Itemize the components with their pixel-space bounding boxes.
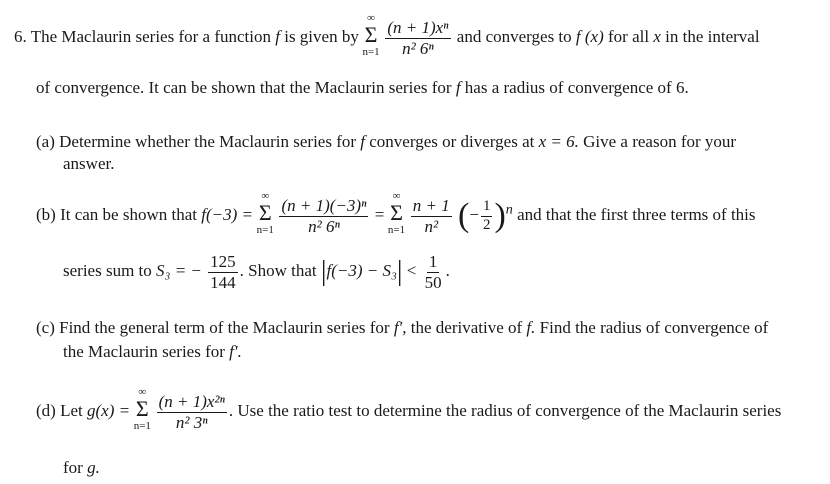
sum1-fraction: $\frac{\text{(n + 1)(−3)ⁿ}}{\text{n² 6ⁿ}}$ — [281, 196, 367, 236]
series-fraction: $\frac{\text{(n + 1)xⁿ}}{\text{n² 6ⁿ}}$ — [387, 18, 449, 58]
summation-symbol: ∞ Σ n=1 — [362, 11, 380, 58]
part-d-line-1: (d) Let g(x) = ∞ Σ n=1 $\frac{\text{(n + 1)x²ⁿ}}{\text{n² 3ⁿ}}$ . Use the ratio test to determine the radius of convergence of the Maclaurin series — [36, 385, 782, 432]
part-d-label: (d) — [36, 400, 56, 420]
g-series-fraction: $\frac{\text{(n + 1)x²ⁿ}}{\text{n² 3ⁿ}}$ — [158, 392, 225, 432]
part-a-label: (a) — [36, 132, 55, 151]
part-c-line-2: the Maclaurin series for f′. — [63, 342, 242, 361]
sum2-fraction: $\frac{n + 1}{\text{n²}}$ — [412, 196, 450, 236]
problem-line-1: 6. The Maclaurin series for a function f is given by ∞ Σ n=1 $\frac{\text{(n + 1)xⁿ}}{\text{n² 6ⁿ}}$ and converges to f (x) for all x in the interval — [14, 11, 760, 58]
part-b-label: (b) — [36, 204, 56, 224]
part-c-line-1: (c) Find the general term of the Maclaurin series for f′, the derivative of f. Find the radius of convergence of — [36, 318, 769, 337]
part-a-line-1: (a) Determine whether the Maclaurin series for f converges or diverges at x = 6. Give a reason for your — [36, 132, 737, 151]
problem-line-2: of convergence. It can be shown that the Maclaurin series for f has a radius of convergence of 6. — [36, 78, 689, 97]
s3-fraction: $\frac{125}{144}$ — [210, 252, 236, 292]
part-b-line-2: series sum to S₃ = − $\frac{125}{144}$ . Show that |f(−3) − S₃| < $\frac{1}{50}$ . — [63, 252, 450, 292]
part-b-line-1: (b) It can be shown that f(−3) = ∞ Σ n=1 $\frac{\text{(n + 1)(−3)ⁿ}}{\text{n² 6ⁿ}}$ = ∞ Σ n=1 $\frac{n + 1}{\text{n²}}$ (− $\frac{1}{2}$ )$^n$ and that the first three terms of this — [36, 189, 756, 236]
part-d-line-2: for g. — [63, 458, 100, 477]
bound-fraction: $\frac{1}{50}$ — [424, 252, 442, 292]
part-a-line-2: answer. — [63, 154, 115, 173]
problem-number: 6. — [14, 26, 27, 46]
part-c-label: (c) — [36, 318, 55, 337]
